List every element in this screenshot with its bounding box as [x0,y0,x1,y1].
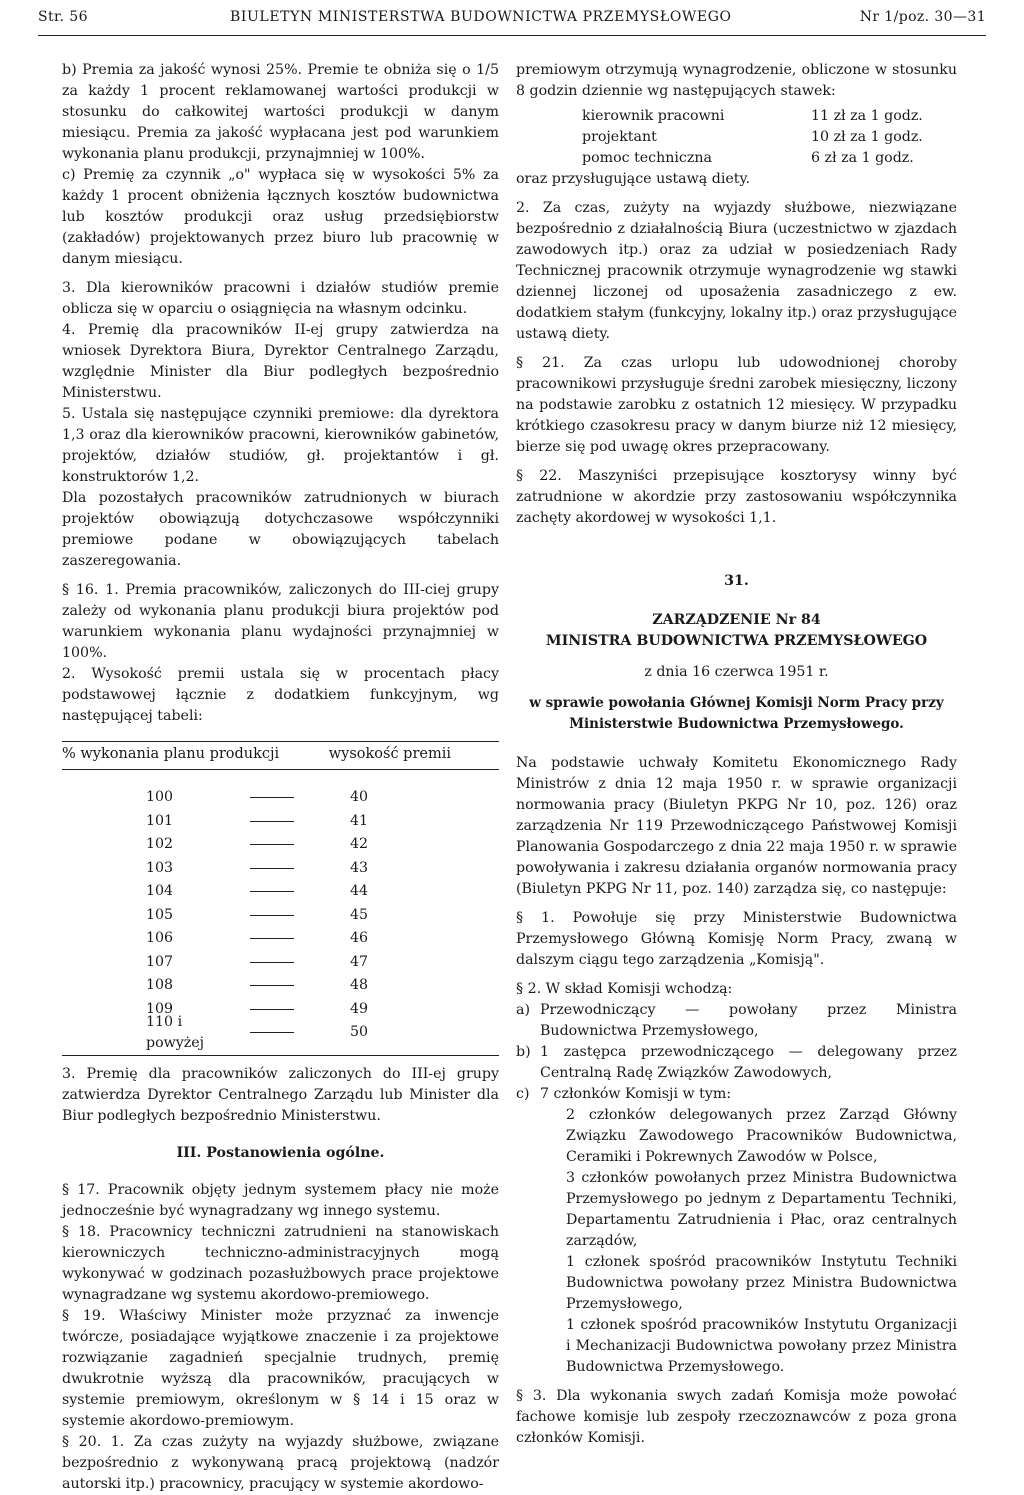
order-title: ZARZĄDZENIE Nr 84 [652,612,821,628]
section-2: § 2. W skład Komisji wchodzą: [516,981,733,997]
paragraph-21: § 21. Za czas urlopu lub udowodnionej choroby pracownikowi przysługuje średni zarobek miesięczny, liczony na podstawie zarobku z ostatnich 12 miesięcy. W przypadku krótkiego czasokresu pracy w danym biurze niż 12 miesięcy, bierze się pod uwagę okres przepracowany. [516,355,957,455]
plan-percent-cell: 106 [146,930,174,947]
table-row [62,810,499,834]
paragraph-5b: Dla pozostałych pracowników zatrudnionych w biurach projektów obowiązują dotychczasowe współczynniki premiowe podane w obowiązujących tabelach zaszeregowania. [62,490,499,569]
section-1: § 1. Powołuje się przy Ministerstwie Budownictwa Przemysłowego Główną Komisję Norm Pracy, zwaną w dalszym ciągu tego zarządzenia „Komisją". [516,910,957,968]
bonus-percent-cell: 48 [350,977,369,994]
bonus-percent-cell: 43 [350,859,369,876]
member-item: 1 członek spośród pracowników Instytutu Techniki Budownictwa powołany przez Ministra Budownictwa Przemysłowego, [566,1254,957,1312]
plan-percent-cell: 103 [146,859,174,876]
paragraph-5: 5. Ustala się następujące czynniki premiowe: dla dyrektora 1,3 oraz dla kierowników pracowni, kierowników gabinetów, projektów, działów studiów, gł. projektantów i gł. konstruktorów 1,2. [62,406,499,485]
list-item [516,1084,957,1105]
plan-percent-cell: 104 [146,883,174,900]
dash-separator [250,797,294,798]
paragraph-16-1: § 16. 1. Premia pracowników, zaliczonych do III-ciej grupy zależy od wykonania planu produkcji biura projektów pod warunkiem wykonania planu wydajności przynajmniej w 100%. [62,582,499,661]
plan-percent-cell: 101 [146,812,174,829]
plan-percent-cell: 109 [146,1000,174,1017]
paragraph-19: § 19. Właściwy Minister może przyznać za inwencje twórcze, posiadające wyjątkowe znaczenie i za projektowe rozwiązanie zagadnień specjalnie trudnych, premię dwukrotnie wyższą dla pracowników, pracujących w systemie premiowym, określonym w § 14 i 15 oraz w systemie akordowo-premiowym. [62,1307,499,1429]
paragraph-16-3: 3. Premię dla pracowników zaliczonych do III-ej grupy zatwierdza Dyrektor Centralnego Zarządu lub Minister dla Biur podległych bezpośrednio Ministerstwu. [62,1065,499,1124]
table-row [62,1013,499,1051]
table-row [62,904,499,928]
dash-separator [250,938,294,939]
paragraph-20-2: 2. Za czas, zużyty na wyjazdy służbowe, niezwiązane bezpośrednio z działalnością Biura (uczestnictwo w zjazdach zawodowych itp.) oraz za udział w posiedzeniach Rady Technicznej pracownik otrzymuje wynagrodzenie wg stawki dziennej liczonej od uposażenia zasadniczego z ew. dodatkiem stałym (funkcyjny, lokalny itp.) oraz przysługujące ustawą diety. [516,200,957,342]
bonus-percent-cell: 49 [350,1000,369,1017]
paragraph-b: b) Premia za jakość wynosi 25%. Premie te obniża się o 1/5 za każdy 1 procent reklamowanej wartości produkcji w stosunku do całkowitej wartości produkcji w danym miesiącu. Premia za jakość wypłacana jest pod warunkiem wykonania planu produkcji, przynajmniej w 100%. [62,62,499,162]
rate-row [582,127,957,148]
paragraph-3: 3. Dla kierowników pracowni i działów studiów premie oblicza się w oparciu o osiągnięcia na własnym odcinku. [62,280,499,317]
dash-separator [250,1032,294,1033]
list-marker: b) [516,1044,531,1060]
dash-separator [250,844,294,845]
list-text: 1 zastępca przewodniczącego — delegowany przez Centralną Radę Związków Zawodowych, [540,1044,957,1081]
rate-role: kierownik pracowni [582,108,725,124]
plan-percent-cell: 105 [146,906,174,923]
member-item: 1 członek spośród pracowników Instytutu Organizacji i Mechanizacji Budownictwa powołany przez Ministra Budownictwa Przemysłowego. [566,1317,957,1375]
dash-separator [250,1009,294,1010]
dash-separator [250,868,294,869]
paragraph-20-1: § 20. 1. Za czas zużyty na wyjazdy służbowe, związane bezpośrednio z wykonywaną pracą projektową (nadzór autorski itp.) pracownicy, pracujący w systemie akordowo- [62,1433,499,1492]
section-3: § 3. Dla wykonania swych zadań Komisja może powołać fachowe komisje lub zespoły rzeczoznawców z poza grona członków Komisji. [516,1388,957,1446]
paragraph-18: § 18. Pracownicy techniczni zatrudnieni na stanowiskach kierowniczych techniczno-administracyjnych mogą wykonywać w godzinach pozasłużbowych prace projektowe wynagradzane wg systemu akordowo-premiowego. [62,1223,499,1303]
journal-title: BIULETYN MINISTERSTWA BUDOWNICTWA PRZEMYSŁOWEGO [230,9,732,25]
section-2-c-members [516,1105,957,1378]
list-marker: a) [516,1002,530,1018]
rate-row [582,148,957,169]
bonus-table-header [62,742,499,770]
paragraph-rates-after: oraz przysługujące ustawą diety. [516,171,751,187]
section-heading: III. Postanowienia ogólne. [176,1144,385,1161]
list-text: Przewodniczący — powołany przez Ministra Budownictwa Przemysłowego, [540,1002,957,1039]
page-number: Str. 56 [38,9,88,25]
bonus-percent-cell: 44 [350,883,369,900]
page-header [38,9,986,31]
list-text: 7 członków Komisji w tym: [540,1086,732,1102]
paragraph-17: § 17. Pracownik objęty jednym systemem płacy nie może jednocześnie być wynagradzany wg innego systemu. [62,1181,499,1219]
paragraph-continued: premiowym otrzymują wynagrodzenie, obliczone w stosunku 8 godzin dziennie wg następujących stawek: [516,62,957,99]
order-issuer: MINISTRA BUDOWNICTWA PRZEMYSŁOWEGO [545,633,928,649]
table-row [62,857,499,881]
plan-percent-cell: 100 [146,789,174,806]
list-marker: c) [516,1086,530,1102]
rate-role: pomoc techniczna [582,150,712,166]
rate-value: 11 zł za 1 godz. [811,108,923,124]
order-date: z dnia 16 czerwca 1951 r. [644,664,829,680]
table-row [62,974,499,998]
table-row [62,880,499,904]
dash-separator [250,985,294,986]
bonus-table [62,741,499,1056]
bonus-percent-cell: 45 [350,906,369,923]
right-column [516,60,957,1449]
rate-role: projektant [582,129,657,145]
issue-number: Nr 1/poz. 30—31 [859,9,986,25]
table-row [62,786,499,810]
order-subject: w sprawie powołania Głównej Komisji Norm Pracy przy Ministerstwie Budownictwa Przemysłowego. [529,695,944,732]
bonus-percent-cell: 50 [350,1024,369,1041]
table-row [62,927,499,951]
section-2-items [516,1000,957,1105]
bonus-percent-cell: 47 [350,953,369,970]
bonus-percent-cell: 41 [350,812,369,829]
column-header-bonus: wysokość premii [328,746,451,762]
paragraph-16-2: 2. Wysokość premii ustala się w procentach płacy podstawowej łącznie z dodatkiem funkcyjnym, wg następującej tabeli: [62,666,499,724]
bonus-percent-cell: 40 [350,789,369,806]
header-rule [38,35,986,36]
dash-separator [250,915,294,916]
bonus-table-body [62,770,499,1055]
plan-percent-cell: 110 i powyżej [146,1013,205,1051]
list-item [516,1042,957,1084]
rate-value: 6 zł za 1 godz. [811,150,914,166]
dash-separator [250,962,294,963]
plan-percent-cell: 102 [146,836,174,853]
item-number: 31. [724,573,749,589]
plan-percent-cell: 107 [146,953,174,970]
pay-rates-list [582,106,957,169]
column-header-plan: % wykonania planu produkcji [62,746,280,762]
rate-value: 10 zł za 1 godz. [811,129,923,145]
preamble: Na podstawie uchwały Komitetu Ekonomicznego Rady Ministrów z dnia 12 maja 1950 r. w sprawie organizacji normowania pracy (Biuletyn PKPG Nr 10, poz. 126) oraz zarządzenia Nr 119 Przewodniczącego Państwowej Komisji Planowania Gospodarczego z dnia 22 maja 1950 r. w sprawie powoływania i zakresu działania organów normowania pracy (Biuletyn PKPG Nr 11, poz. 140) zarządza się, co następuje: [516,755,957,897]
rate-row [582,106,957,127]
paragraph-c: c) Premię za czynnik „o" wypłaca się w wysokości 5% za każdy 1 procent obniżenia łącznych kosztów budownictwa lub kosztów produkcji oraz usług przedsiębiorstw (zakładów) projektowanych przez biuro lub pracownię w danym miesiącu. [62,167,499,267]
bonus-percent-cell: 42 [350,836,369,853]
table-row [62,833,499,857]
dash-separator [250,821,294,822]
list-item [516,1000,957,1042]
dash-separator [250,891,294,892]
left-column [62,60,499,1495]
paragraph-22: § 22. Maszyniści przepisujące kosztorysy winny być zatrudnione w akordzie przy zastosowaniu współczynnika zachęty akordowej w wysokości 1,1. [516,468,957,526]
member-item: 2 członków delegowanych przez Zarząd Główny Związku Zawodowego Pracowników Budownictwa, Ceramiki i Pokrewnych Zawodów w Polsce, [566,1107,957,1165]
bonus-percent-cell: 46 [350,930,369,947]
table-row [62,951,499,975]
member-item: 3 członków powołanych przez Ministra Budownictwa Przemysłowego po jednym z Departamentu Techniki, Departamentu Zatrudnienia i Płac, oraz centralnych zarządów, [566,1170,957,1249]
paragraph-4: 4. Premię dla pracowników II-ej grupy zatwierdza na wniosek Dyrektora Biura, Dyrektor Centralnego Zarządu, względnie Minister dla Biur podległych bezpośrednio Ministerstwu. [62,322,499,401]
plan-percent-cell: 108 [146,977,174,994]
